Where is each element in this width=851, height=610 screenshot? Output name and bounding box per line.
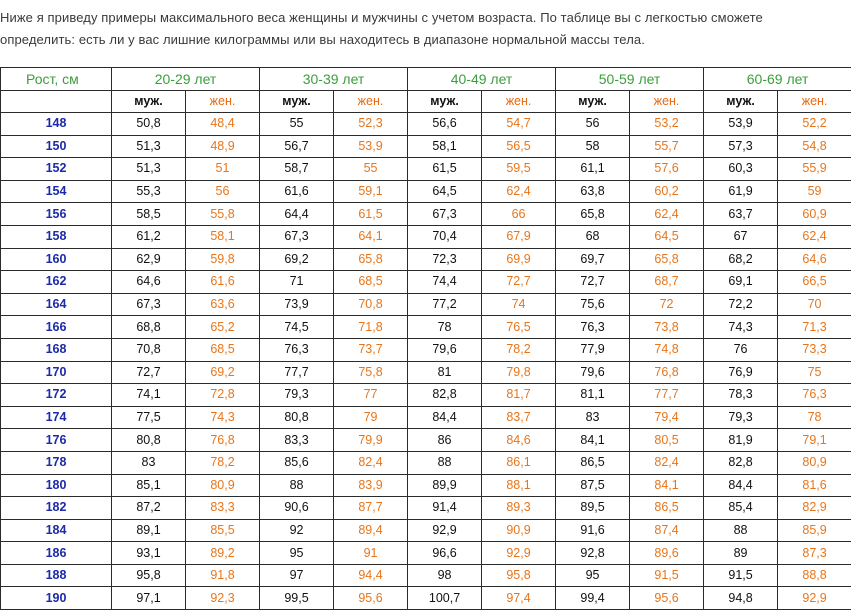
table-row xyxy=(1,248,851,271)
female-weight-cell: 57,6 xyxy=(630,158,704,181)
table-row xyxy=(1,158,851,181)
male-weight-cell: 99,4 xyxy=(556,587,630,610)
male-weight-cell: 86,5 xyxy=(556,451,630,474)
female-label: жен. xyxy=(630,91,704,113)
male-weight-cell: 88 xyxy=(408,451,482,474)
weight-table-body xyxy=(1,68,851,610)
female-weight-cell: 79,9 xyxy=(334,429,408,452)
table-row xyxy=(1,338,851,361)
female-weight-cell: 80,9 xyxy=(778,451,851,474)
table-row xyxy=(1,384,851,407)
female-weight-cell: 52,3 xyxy=(334,113,408,136)
female-weight-cell: 95,6 xyxy=(630,587,704,610)
female-weight-cell: 92,3 xyxy=(186,587,260,610)
female-weight-cell: 88,1 xyxy=(482,474,556,497)
male-weight-cell: 81 xyxy=(408,361,482,384)
female-weight-cell: 63,6 xyxy=(186,293,260,316)
female-weight-cell: 48,4 xyxy=(186,113,260,136)
intro-text xyxy=(0,0,851,51)
table-row xyxy=(1,225,851,248)
female-weight-cell: 71,3 xyxy=(778,316,851,339)
male-weight-cell: 67 xyxy=(704,225,778,248)
female-weight-cell: 60,2 xyxy=(630,180,704,203)
female-weight-cell: 82,9 xyxy=(778,497,851,520)
male-weight-cell: 85,1 xyxy=(112,474,186,497)
table-row xyxy=(1,474,851,497)
female-weight-cell: 70 xyxy=(778,293,851,316)
female-weight-cell: 73,3 xyxy=(778,338,851,361)
female-weight-cell: 79,8 xyxy=(482,361,556,384)
female-weight-cell: 59 xyxy=(778,180,851,203)
female-weight-cell: 92,9 xyxy=(482,542,556,565)
female-weight-cell: 60,9 xyxy=(778,203,851,226)
female-weight-cell: 84,1 xyxy=(630,474,704,497)
male-weight-cell: 89,5 xyxy=(556,497,630,520)
female-weight-cell: 91,5 xyxy=(630,564,704,587)
male-weight-cell: 64,4 xyxy=(260,203,334,226)
female-weight-cell: 94,4 xyxy=(334,564,408,587)
male-weight-cell: 77,9 xyxy=(556,338,630,361)
male-weight-cell: 76 xyxy=(704,338,778,361)
male-weight-cell: 76,3 xyxy=(260,338,334,361)
female-weight-cell: 53,2 xyxy=(630,113,704,136)
female-weight-cell: 85,5 xyxy=(186,519,260,542)
female-weight-cell: 59,1 xyxy=(334,180,408,203)
age-group-header: 40-49 лет xyxy=(408,68,556,91)
height-column-header: Рост, см xyxy=(1,68,112,91)
height-cell: 148 xyxy=(1,113,112,136)
female-weight-cell: 54,8 xyxy=(778,135,851,158)
male-weight-cell: 61,5 xyxy=(408,158,482,181)
male-weight-cell: 72,3 xyxy=(408,248,482,271)
female-weight-cell: 52,2 xyxy=(778,113,851,136)
female-weight-cell: 61,6 xyxy=(186,271,260,294)
female-weight-cell: 73,7 xyxy=(334,338,408,361)
male-weight-cell: 55 xyxy=(260,113,334,136)
female-weight-cell: 73,8 xyxy=(630,316,704,339)
male-weight-cell: 77,2 xyxy=(408,293,482,316)
male-weight-cell: 84,1 xyxy=(556,429,630,452)
male-weight-cell: 100,7 xyxy=(408,587,482,610)
table-row xyxy=(1,497,851,520)
female-weight-cell: 83,7 xyxy=(482,406,556,429)
female-weight-cell: 84,6 xyxy=(482,429,556,452)
table-row xyxy=(1,316,851,339)
height-cell: 154 xyxy=(1,180,112,203)
male-weight-cell: 77,5 xyxy=(112,406,186,429)
male-weight-cell: 80,8 xyxy=(260,406,334,429)
female-weight-cell: 55,8 xyxy=(186,203,260,226)
male-weight-cell: 68,2 xyxy=(704,248,778,271)
male-weight-cell: 72,2 xyxy=(704,293,778,316)
female-weight-cell: 91 xyxy=(334,542,408,565)
male-weight-cell: 95 xyxy=(556,564,630,587)
female-weight-cell: 65,2 xyxy=(186,316,260,339)
height-cell: 176 xyxy=(1,429,112,452)
female-weight-cell: 80,9 xyxy=(186,474,260,497)
female-weight-cell: 78,2 xyxy=(186,451,260,474)
table-row xyxy=(1,293,851,316)
height-cell: 180 xyxy=(1,474,112,497)
height-cell: 182 xyxy=(1,497,112,520)
male-weight-cell: 61,6 xyxy=(260,180,334,203)
female-weight-cell: 83,3 xyxy=(186,497,260,520)
female-weight-cell: 58,1 xyxy=(186,225,260,248)
male-label: муж. xyxy=(112,91,186,113)
female-weight-cell: 77,7 xyxy=(630,384,704,407)
male-weight-cell: 97,1 xyxy=(112,587,186,610)
male-weight-cell: 64,5 xyxy=(408,180,482,203)
female-weight-cell: 97,4 xyxy=(482,587,556,610)
height-cell: 188 xyxy=(1,564,112,587)
male-weight-cell: 70,4 xyxy=(408,225,482,248)
male-weight-cell: 83,3 xyxy=(260,429,334,452)
male-weight-cell: 75,6 xyxy=(556,293,630,316)
gender-header-row xyxy=(1,91,851,113)
age-group-header: 60-69 лет xyxy=(704,68,851,91)
male-weight-cell: 87,5 xyxy=(556,474,630,497)
male-weight-cell: 72,7 xyxy=(556,271,630,294)
weight-table xyxy=(0,67,851,610)
male-weight-cell: 86 xyxy=(408,429,482,452)
female-weight-cell: 89,2 xyxy=(186,542,260,565)
male-weight-cell: 95 xyxy=(260,542,334,565)
female-weight-cell: 68,5 xyxy=(186,338,260,361)
male-weight-cell: 84,4 xyxy=(408,406,482,429)
female-weight-cell: 55,7 xyxy=(630,135,704,158)
female-weight-cell: 76,8 xyxy=(186,429,260,452)
female-weight-cell: 81,6 xyxy=(778,474,851,497)
female-weight-cell: 67,9 xyxy=(482,225,556,248)
female-weight-cell: 64,1 xyxy=(334,225,408,248)
intro-line-1: Ниже я приведу примеры максимального веса женщины и мужчины с учетом возраста. По таблице вы с легкостью сможете xyxy=(0,7,851,29)
male-label: муж. xyxy=(260,91,334,113)
female-weight-cell: 88,8 xyxy=(778,564,851,587)
male-weight-cell: 67,3 xyxy=(408,203,482,226)
male-weight-cell: 61,9 xyxy=(704,180,778,203)
male-weight-cell: 60,3 xyxy=(704,158,778,181)
female-weight-cell: 92,9 xyxy=(778,587,851,610)
table-row xyxy=(1,587,851,610)
male-weight-cell: 79,6 xyxy=(556,361,630,384)
male-weight-cell: 83 xyxy=(556,406,630,429)
table-row xyxy=(1,542,851,565)
height-cell: 156 xyxy=(1,203,112,226)
table-row xyxy=(1,135,851,158)
female-weight-cell: 53,9 xyxy=(334,135,408,158)
male-weight-cell: 56,7 xyxy=(260,135,334,158)
male-weight-cell: 95,8 xyxy=(112,564,186,587)
female-weight-cell: 77 xyxy=(334,384,408,407)
age-group-header: 50-59 лет xyxy=(556,68,704,91)
male-weight-cell: 79,6 xyxy=(408,338,482,361)
male-label: муж. xyxy=(408,91,482,113)
female-weight-cell: 51 xyxy=(186,158,260,181)
male-weight-cell: 99,5 xyxy=(260,587,334,610)
female-weight-cell: 89,3 xyxy=(482,497,556,520)
female-weight-cell: 79,4 xyxy=(630,406,704,429)
male-weight-cell: 56 xyxy=(556,113,630,136)
male-weight-cell: 58,7 xyxy=(260,158,334,181)
table-row xyxy=(1,203,851,226)
male-weight-cell: 98 xyxy=(408,564,482,587)
male-weight-cell: 63,7 xyxy=(704,203,778,226)
male-weight-cell: 79,3 xyxy=(260,384,334,407)
male-weight-cell: 79,3 xyxy=(704,406,778,429)
table-row xyxy=(1,113,851,136)
female-label: жен. xyxy=(186,91,260,113)
female-weight-cell: 75 xyxy=(778,361,851,384)
height-cell: 166 xyxy=(1,316,112,339)
height-cell: 168 xyxy=(1,338,112,361)
female-weight-cell: 62,4 xyxy=(482,180,556,203)
male-weight-cell: 53,9 xyxy=(704,113,778,136)
male-weight-cell: 63,8 xyxy=(556,180,630,203)
female-weight-cell: 83,9 xyxy=(334,474,408,497)
height-cell: 184 xyxy=(1,519,112,542)
female-weight-cell: 95,6 xyxy=(334,587,408,610)
male-weight-cell: 56,6 xyxy=(408,113,482,136)
male-weight-cell: 73,9 xyxy=(260,293,334,316)
female-weight-cell: 76,8 xyxy=(630,361,704,384)
female-weight-cell: 86,1 xyxy=(482,451,556,474)
female-weight-cell: 64,5 xyxy=(630,225,704,248)
male-weight-cell: 91,6 xyxy=(556,519,630,542)
male-weight-cell: 67,3 xyxy=(260,225,334,248)
height-cell: 178 xyxy=(1,451,112,474)
male-weight-cell: 90,6 xyxy=(260,497,334,520)
height-cell: 174 xyxy=(1,406,112,429)
male-weight-cell: 61,1 xyxy=(556,158,630,181)
female-weight-cell: 55,9 xyxy=(778,158,851,181)
male-weight-cell: 58,5 xyxy=(112,203,186,226)
male-weight-cell: 78,3 xyxy=(704,384,778,407)
height-cell: 186 xyxy=(1,542,112,565)
male-weight-cell: 68 xyxy=(556,225,630,248)
male-weight-cell: 76,3 xyxy=(556,316,630,339)
female-weight-cell: 68,5 xyxy=(334,271,408,294)
female-weight-cell: 85,9 xyxy=(778,519,851,542)
female-weight-cell: 68,7 xyxy=(630,271,704,294)
male-weight-cell: 88 xyxy=(260,474,334,497)
male-weight-cell: 71 xyxy=(260,271,334,294)
female-weight-cell: 91,8 xyxy=(186,564,260,587)
male-weight-cell: 76,9 xyxy=(704,361,778,384)
male-weight-cell: 64,6 xyxy=(112,271,186,294)
female-weight-cell: 65,8 xyxy=(334,248,408,271)
female-weight-cell: 66 xyxy=(482,203,556,226)
female-weight-cell: 55 xyxy=(334,158,408,181)
male-weight-cell: 81,9 xyxy=(704,429,778,452)
male-weight-cell: 80,8 xyxy=(112,429,186,452)
female-weight-cell: 87,7 xyxy=(334,497,408,520)
table-row xyxy=(1,271,851,294)
female-weight-cell: 87,3 xyxy=(778,542,851,565)
female-weight-cell: 74,8 xyxy=(630,338,704,361)
male-weight-cell: 82,8 xyxy=(704,451,778,474)
female-weight-cell: 87,4 xyxy=(630,519,704,542)
female-weight-cell: 56,5 xyxy=(482,135,556,158)
age-header-row xyxy=(1,68,851,91)
male-weight-cell: 94,8 xyxy=(704,587,778,610)
male-weight-cell: 50,8 xyxy=(112,113,186,136)
female-weight-cell: 66,5 xyxy=(778,271,851,294)
female-weight-cell: 79,1 xyxy=(778,429,851,452)
male-weight-cell: 58,1 xyxy=(408,135,482,158)
male-weight-cell: 68,8 xyxy=(112,316,186,339)
height-cell: 170 xyxy=(1,361,112,384)
empty-header-cell xyxy=(1,91,112,113)
female-weight-cell: 86,5 xyxy=(630,497,704,520)
female-weight-cell: 90,9 xyxy=(482,519,556,542)
male-weight-cell: 74,5 xyxy=(260,316,334,339)
male-weight-cell: 72,7 xyxy=(112,361,186,384)
female-weight-cell: 89,6 xyxy=(630,542,704,565)
male-weight-cell: 69,1 xyxy=(704,271,778,294)
male-label: муж. xyxy=(704,91,778,113)
female-weight-cell: 54,7 xyxy=(482,113,556,136)
female-weight-cell: 75,8 xyxy=(334,361,408,384)
height-cell: 158 xyxy=(1,225,112,248)
male-weight-cell: 89,1 xyxy=(112,519,186,542)
male-weight-cell: 85,4 xyxy=(704,497,778,520)
female-weight-cell: 48,9 xyxy=(186,135,260,158)
male-weight-cell: 81,1 xyxy=(556,384,630,407)
male-weight-cell: 58 xyxy=(556,135,630,158)
female-weight-cell: 95,8 xyxy=(482,564,556,587)
male-weight-cell: 97 xyxy=(260,564,334,587)
male-weight-cell: 92,8 xyxy=(556,542,630,565)
male-weight-cell: 93,1 xyxy=(112,542,186,565)
male-weight-cell: 96,6 xyxy=(408,542,482,565)
male-weight-cell: 91,5 xyxy=(704,564,778,587)
male-weight-cell: 69,7 xyxy=(556,248,630,271)
male-weight-cell: 88 xyxy=(704,519,778,542)
male-weight-cell: 57,3 xyxy=(704,135,778,158)
female-weight-cell: 74,3 xyxy=(186,406,260,429)
table-row xyxy=(1,180,851,203)
male-weight-cell: 74,4 xyxy=(408,271,482,294)
female-weight-cell: 69,2 xyxy=(186,361,260,384)
male-weight-cell: 51,3 xyxy=(112,135,186,158)
female-label: жен. xyxy=(482,91,556,113)
height-cell: 172 xyxy=(1,384,112,407)
female-weight-cell: 89,4 xyxy=(334,519,408,542)
female-weight-cell: 82,4 xyxy=(630,451,704,474)
age-group-header: 30-39 лет xyxy=(260,68,408,91)
male-weight-cell: 78 xyxy=(408,316,482,339)
female-weight-cell: 78 xyxy=(778,406,851,429)
male-weight-cell: 67,3 xyxy=(112,293,186,316)
female-label: жен. xyxy=(778,91,851,113)
male-weight-cell: 69,2 xyxy=(260,248,334,271)
male-weight-cell: 74,1 xyxy=(112,384,186,407)
female-weight-cell: 74 xyxy=(482,293,556,316)
male-weight-cell: 77,7 xyxy=(260,361,334,384)
male-weight-cell: 87,2 xyxy=(112,497,186,520)
height-cell: 164 xyxy=(1,293,112,316)
male-weight-cell: 74,3 xyxy=(704,316,778,339)
height-cell: 152 xyxy=(1,158,112,181)
female-weight-cell: 70,8 xyxy=(334,293,408,316)
female-weight-cell: 76,5 xyxy=(482,316,556,339)
female-weight-cell: 72,7 xyxy=(482,271,556,294)
male-weight-cell: 84,4 xyxy=(704,474,778,497)
male-weight-cell: 89,9 xyxy=(408,474,482,497)
intro-line-2: определить: есть ли у вас лишние килограммы или вы находитесь в диапазоне нормальной массы тела. xyxy=(0,29,851,51)
male-weight-cell: 89 xyxy=(704,542,778,565)
male-weight-cell: 92,9 xyxy=(408,519,482,542)
male-weight-cell: 83 xyxy=(112,451,186,474)
male-weight-cell: 91,4 xyxy=(408,497,482,520)
male-weight-cell: 61,2 xyxy=(112,225,186,248)
table-row xyxy=(1,519,851,542)
table-row xyxy=(1,429,851,452)
female-weight-cell: 61,5 xyxy=(334,203,408,226)
female-weight-cell: 56 xyxy=(186,180,260,203)
height-cell: 190 xyxy=(1,587,112,610)
male-weight-cell: 92 xyxy=(260,519,334,542)
table-row xyxy=(1,451,851,474)
height-cell: 160 xyxy=(1,248,112,271)
female-weight-cell: 72 xyxy=(630,293,704,316)
female-weight-cell: 72,8 xyxy=(186,384,260,407)
height-cell: 150 xyxy=(1,135,112,158)
female-weight-cell: 59,5 xyxy=(482,158,556,181)
table-row xyxy=(1,361,851,384)
male-weight-cell: 82,8 xyxy=(408,384,482,407)
female-weight-cell: 78,2 xyxy=(482,338,556,361)
table-row xyxy=(1,564,851,587)
female-weight-cell: 79 xyxy=(334,406,408,429)
female-weight-cell: 62,4 xyxy=(630,203,704,226)
female-weight-cell: 80,5 xyxy=(630,429,704,452)
age-group-header: 20-29 лет xyxy=(112,68,260,91)
female-weight-cell: 71,8 xyxy=(334,316,408,339)
female-weight-cell: 81,7 xyxy=(482,384,556,407)
male-weight-cell: 62,9 xyxy=(112,248,186,271)
female-label: жен. xyxy=(334,91,408,113)
table-row xyxy=(1,406,851,429)
female-weight-cell: 69,9 xyxy=(482,248,556,271)
male-weight-cell: 85,6 xyxy=(260,451,334,474)
female-weight-cell: 62,4 xyxy=(778,225,851,248)
female-weight-cell: 82,4 xyxy=(334,451,408,474)
female-weight-cell: 65,8 xyxy=(630,248,704,271)
female-weight-cell: 64,6 xyxy=(778,248,851,271)
male-weight-cell: 65,8 xyxy=(556,203,630,226)
male-weight-cell: 51,3 xyxy=(112,158,186,181)
male-label: муж. xyxy=(556,91,630,113)
female-weight-cell: 76,3 xyxy=(778,384,851,407)
male-weight-cell: 70,8 xyxy=(112,338,186,361)
height-cell: 162 xyxy=(1,271,112,294)
female-weight-cell: 59,8 xyxy=(186,248,260,271)
male-weight-cell: 55,3 xyxy=(112,180,186,203)
